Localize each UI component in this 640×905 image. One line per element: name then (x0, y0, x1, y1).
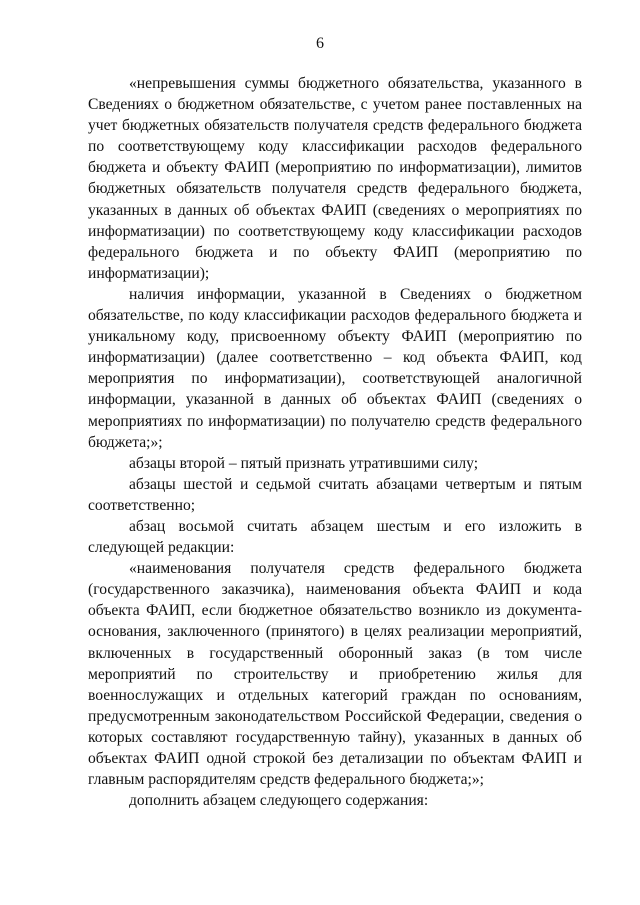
paragraph: «наименования получателя средств федерального бюджета (государственного заказчика), наименования объекта ФАИП и кода объекта ФАИП, если бюджетное обязательство возникло из документа-основания, заключенного (принятого) в целях реализации мероприятий, включенных в государственный оборонный заказ (в том числе мероприятий по строительству и приобретению жилья для военнослужащих и отдельных категорий граждан по основаниям, предусмотренным законодательством Российской Федерации, сведения о которых составляют государственную тайну), указанных в данных об объектах ФАИП одной строкой без детализации по объектам ФАИП и главным распорядителям средств федерального бюджета;»; (88, 560, 582, 789)
paragraph: дополнить абзацем следующего содержания: (129, 792, 429, 810)
page-number: 6 (316, 35, 324, 52)
paragraph: абзац восьмой считать абзацем шестым и его изложить в следующей редакции: (88, 517, 582, 557)
document-body (88, 73, 582, 811)
paragraph: абзацы второй – пятый признать утратившими силу; (129, 454, 479, 472)
paragraph: «непревышения суммы бюджетного обязательства, указанного в Сведениях о бюджетном обязательстве, с учетом ранее поставленных на учет бюджетных обязательств получателя средств федерального бюджета по соответствующему коду классификации расходов федерального бюджета и объекту ФАИП (мероприятию по информатизации), лимитов бюджетных обязательств получателя средств федерального бюджета, указанных в данных об объектах ФАИП (сведениях о мероприятиях по информатизации) по соответствующему коду классификации расходов федерального бюджета и по объекту ФАИП (мероприятию по информатизации); (88, 75, 582, 282)
paragraph: наличия информации, указанной в Сведениях о бюджетном обязательстве, по коду классификации расходов федерального бюджета и уникальному коду, присвоенному объекту ФАИП (мероприятию по информатизации) (далее соответственно – код объекта ФАИП, код мероприятия по информатизации), соответствующей аналогичной информации, указанной в данных об объектах ФАИП (сведениях о мероприятиях по информатизации) по получателю средств федерального бюджета;»; (88, 285, 582, 451)
paragraph: абзацы шестой и седьмой считать абзацами четвертым и пятым соответственно; (88, 475, 582, 514)
